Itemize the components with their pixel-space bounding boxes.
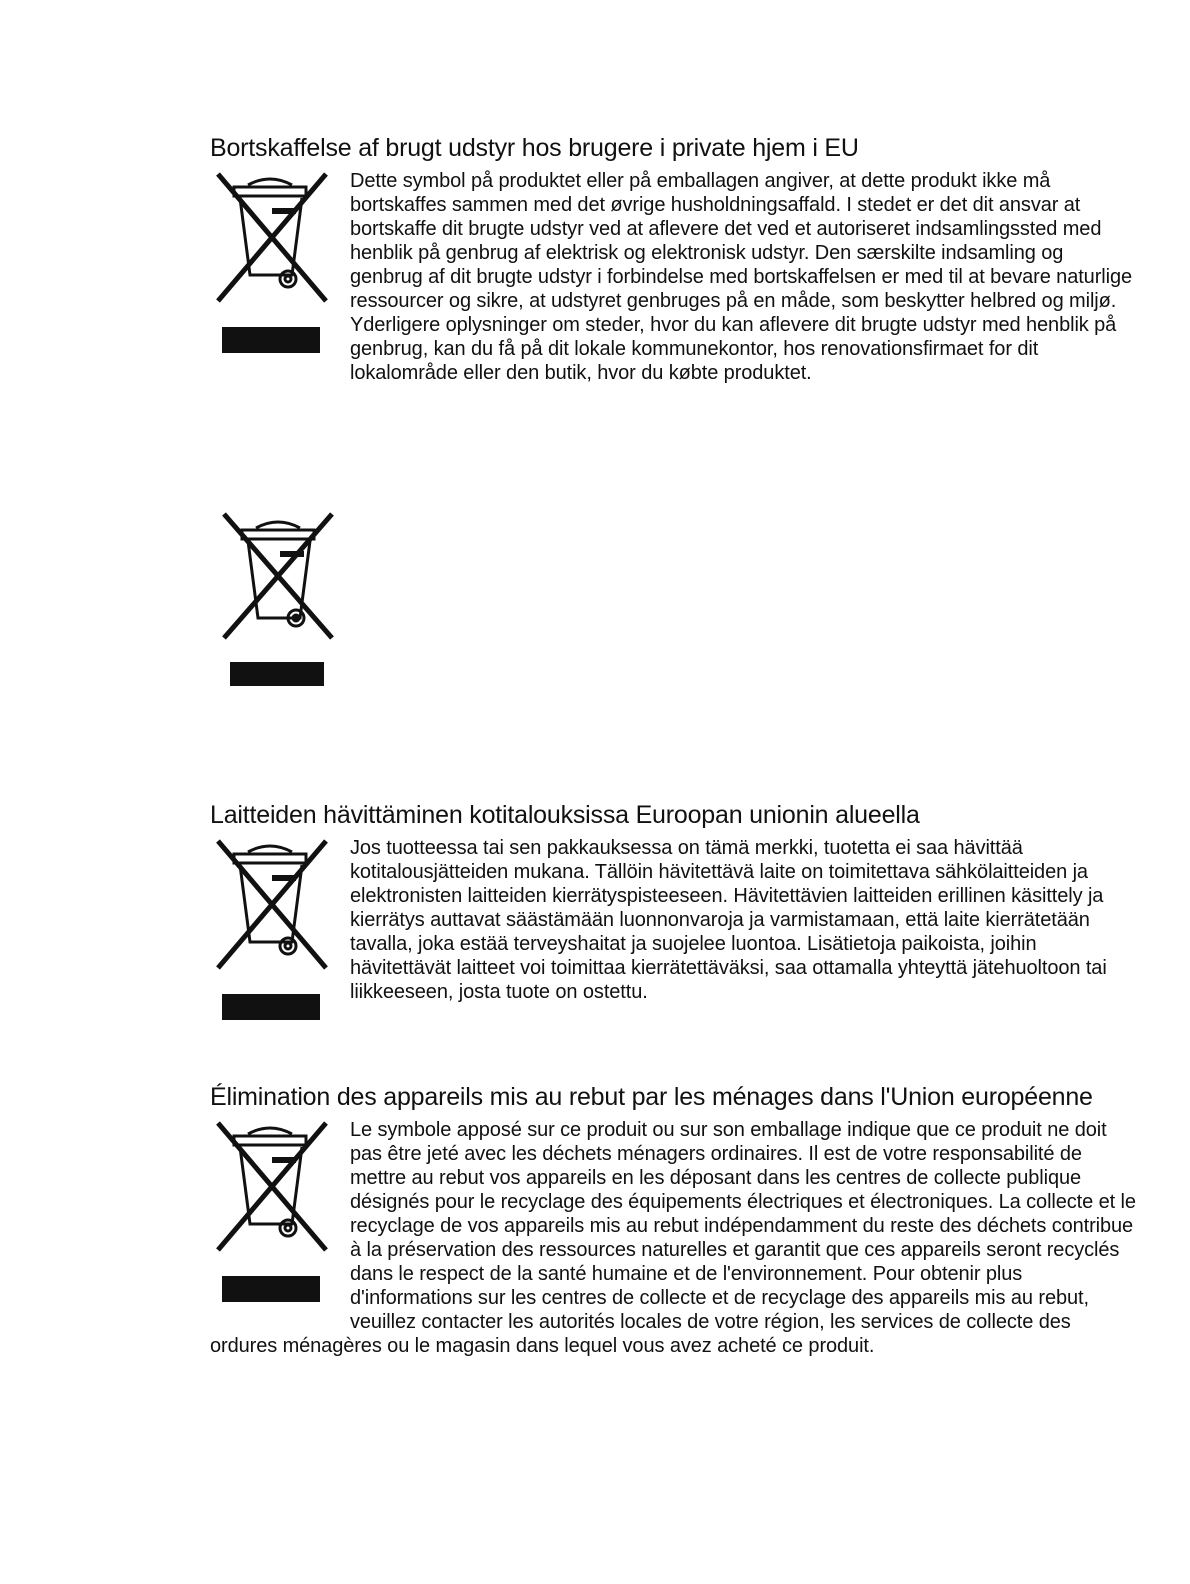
crossed-out-wheelie-bin-icon [210,1118,330,1308]
section-paragraph: Dette symbol på produktet eller på emballagen angiver, at dette produkt ikke må bortskaffes sammen med det øvrige husholdningsaffald. I stedet er det dit ansvar at bortskaffe dit brugte udstyr ved at aflevere det ved et autoriseret indsamlingssted med henblik på genbrug af elektrisk og elektronisk udstyr. Den særskilte indsamling og genbrug af dit brugte udstyr i forbindelse med bortskaffelsen er med til at bevare naturlige ressourcer og sikre, at udstyret genbruges på en måde, som beskytter helbred og miljø. Yderligere oplysninger om steder, hvor du kan aflevere dit brugte udstyr med henblik på genbrug, kan du få på dit lokale kommunekontor, hos renovationsfirmaet for dit lokalområde eller den butik, hvor du købte produktet. [350,170,1132,384]
section-paragraph: Le symbole apposé sur ce produit ou sur son emballage indique que ce produit ne doit pas être jeté avec les déchets ménagers ordinaires. Il est de votre responsabilité de mettre au rebut vos appareils en les déposant dans les centres de collecte publique désignés pour le recyclage des équipements électriques et électroniques. La collecte et le recyclage de vos appareils mis au rebut indépendamment du reste des déchets contribue à la préservation des ressources naturelles et garantit que ces appareils seront recyclés dans le respect de la santé humaine et de l'environnement. Pour obtenir plus d'informations sur les centres de collecte et de recyclage des appareils mis au rebut, veuillez contacter les autorités locales de votre région, les services de collecte des ordures ménagères ou le magasin dans lequel vous avez acheté ce produit. [210,1119,1136,1357]
section-heading: Laitteiden hävittäminen kotitalouksissa Euroopan unionin alueella [210,801,920,829]
weee-symbol [210,836,340,1026]
section-heading: Élimination des appareils mis au rebut par les ménages dans l'Union européenne [210,1083,1093,1111]
section-finnish [210,800,1140,1032]
section-heading: Bortskaffelse af brugt udstyr hos brugere i private hjem i EU [210,134,859,162]
standalone-weee-symbol [210,500,340,695]
weee-symbol [210,1118,340,1308]
crossed-out-wheelie-bin-icon [210,169,330,359]
crossed-out-wheelie-bin-icon [210,836,330,1026]
section-danish [210,133,1140,385]
crossed-out-wheelie-bin-icon [210,500,340,690]
section-french [210,1082,1140,1358]
weee-symbol [210,169,340,359]
section-paragraph: Jos tuotteessa tai sen pakkauksessa on tämä merkki, tuotetta ei saa hävittää kotitalousjätteiden mukana. Tällöin hävitettävä laite on toimitettava sähkölaitteiden ja elektronisten laitteiden kierrätyspisteeseen. Hävitettävien laitteiden erillinen käsittely ja kierrätys auttavat säästämään luonnonvaroja ja varmistamaan, että laite kierrätetään tavalla, joka estää terveyshaitat ja suojelee luontoa. Lisätietoja paikoista, joihin hävitettävät laitteet voi toimittaa kierrätettäväksi, saa ottamalla yhteyttä jätehuoltoon tai liikkeeseen, josta tuote on ostettu. [350,837,1107,1003]
